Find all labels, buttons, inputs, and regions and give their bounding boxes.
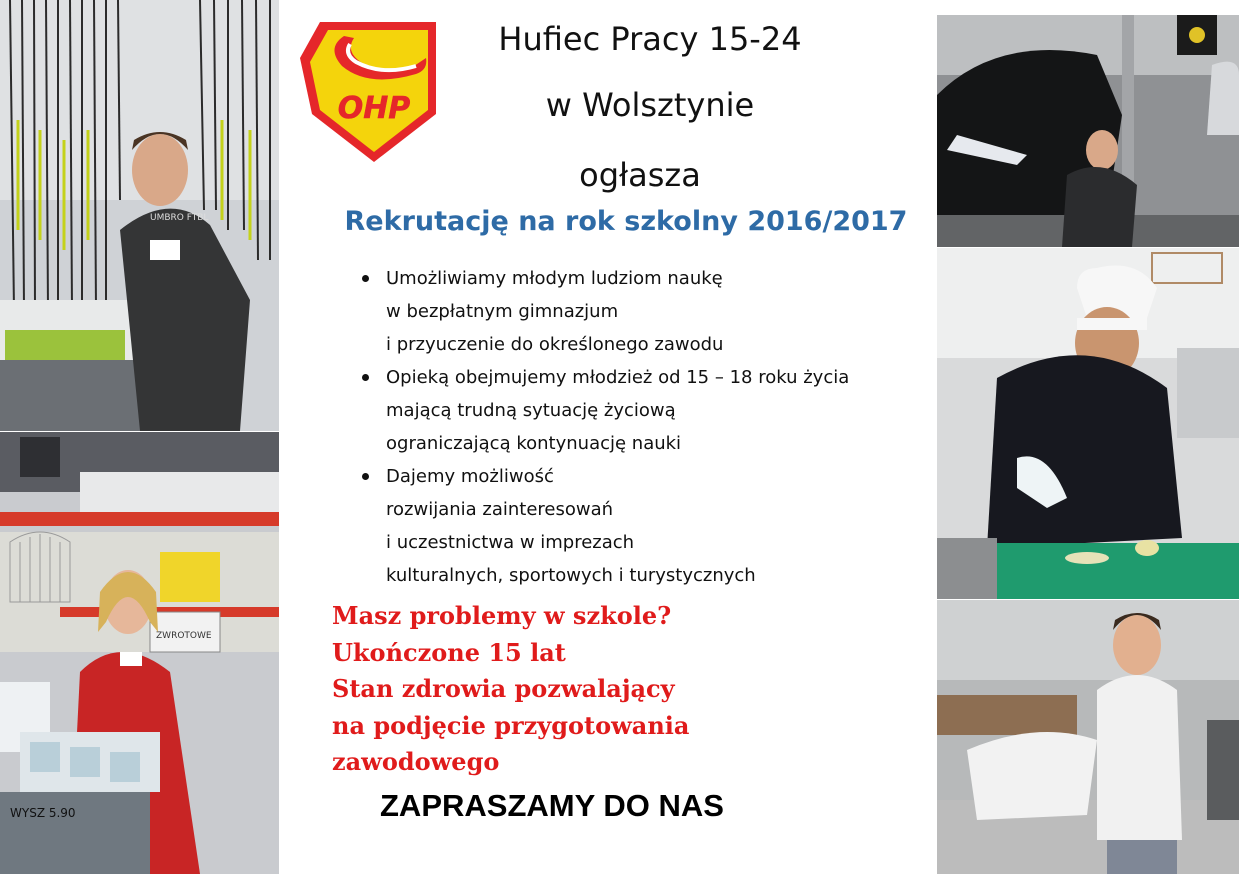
requirement-line: zawodowego: [332, 747, 500, 776]
list-item-line: ograniczającą kontynuację nauki: [386, 433, 682, 454]
photo-chef-cooking: [937, 248, 1239, 599]
svg-text:UMBRO FTBL: UMBRO FTBL: [150, 213, 209, 223]
svg-text:ZWROTOWE: ZWROTOWE: [156, 631, 212, 641]
heading-location: w Wolsztynie: [545, 86, 755, 124]
photo-body-shop-worker: [937, 600, 1239, 874]
svg-text:OHP: OHP: [337, 91, 411, 126]
heading-organization: Hufiec Pracy 15-24: [498, 20, 802, 58]
list-item: [356, 262, 849, 361]
photo-car-mechanic: [937, 15, 1239, 247]
recruitment-title: Rekrutację na rok szkolny 2016/2017: [344, 206, 908, 237]
requirements-block: [332, 598, 689, 781]
heading-announces: ogłasza: [579, 156, 701, 194]
svg-text:WYSZ 5.90: WYSZ 5.90: [10, 806, 76, 820]
photo-pet-shop-girl: [0, 432, 279, 874]
requirement-line: na podjęcie przygotowania: [332, 710, 690, 740]
ohp-logo: [298, 14, 450, 166]
list-item: [356, 361, 849, 460]
list-item-line: kulturalnych, sportowych i turystycznych: [386, 565, 756, 586]
bullet-icon: [362, 473, 369, 480]
list-item-line: i uczestnictwa w imprezach: [386, 532, 635, 553]
list-item-line: mającą trudną sytuację życiową: [386, 400, 676, 421]
list-item-line: w bezpłatnym gimnazjum: [386, 301, 619, 322]
requirement-line: Ukończone 15 lat: [332, 637, 566, 667]
requirement-line: Stan zdrowia pozwalający: [332, 674, 675, 703]
list-item-line: i przyuczenie do określonego zawodu: [386, 334, 724, 355]
list-item-line: Umożliwiamy młodym ludziom naukę: [386, 268, 723, 289]
invitation-text: ZAPRASZAMY DO NAS: [380, 788, 724, 823]
benefits-list: [356, 262, 849, 592]
list-item-line: Opieką obejmujemy młodzież od 15 – 18 roku życia: [386, 367, 850, 388]
bullet-icon: [362, 275, 369, 282]
list-item-line: Dajemy możliwość: [386, 466, 554, 487]
list-item: [356, 460, 849, 592]
photo-fishing-shop-boy: [0, 0, 279, 431]
list-item-line: rozwijania zainteresowań: [386, 499, 614, 520]
requirement-line: Masz problemy w szkole?: [332, 601, 672, 630]
bullet-icon: [362, 374, 369, 381]
